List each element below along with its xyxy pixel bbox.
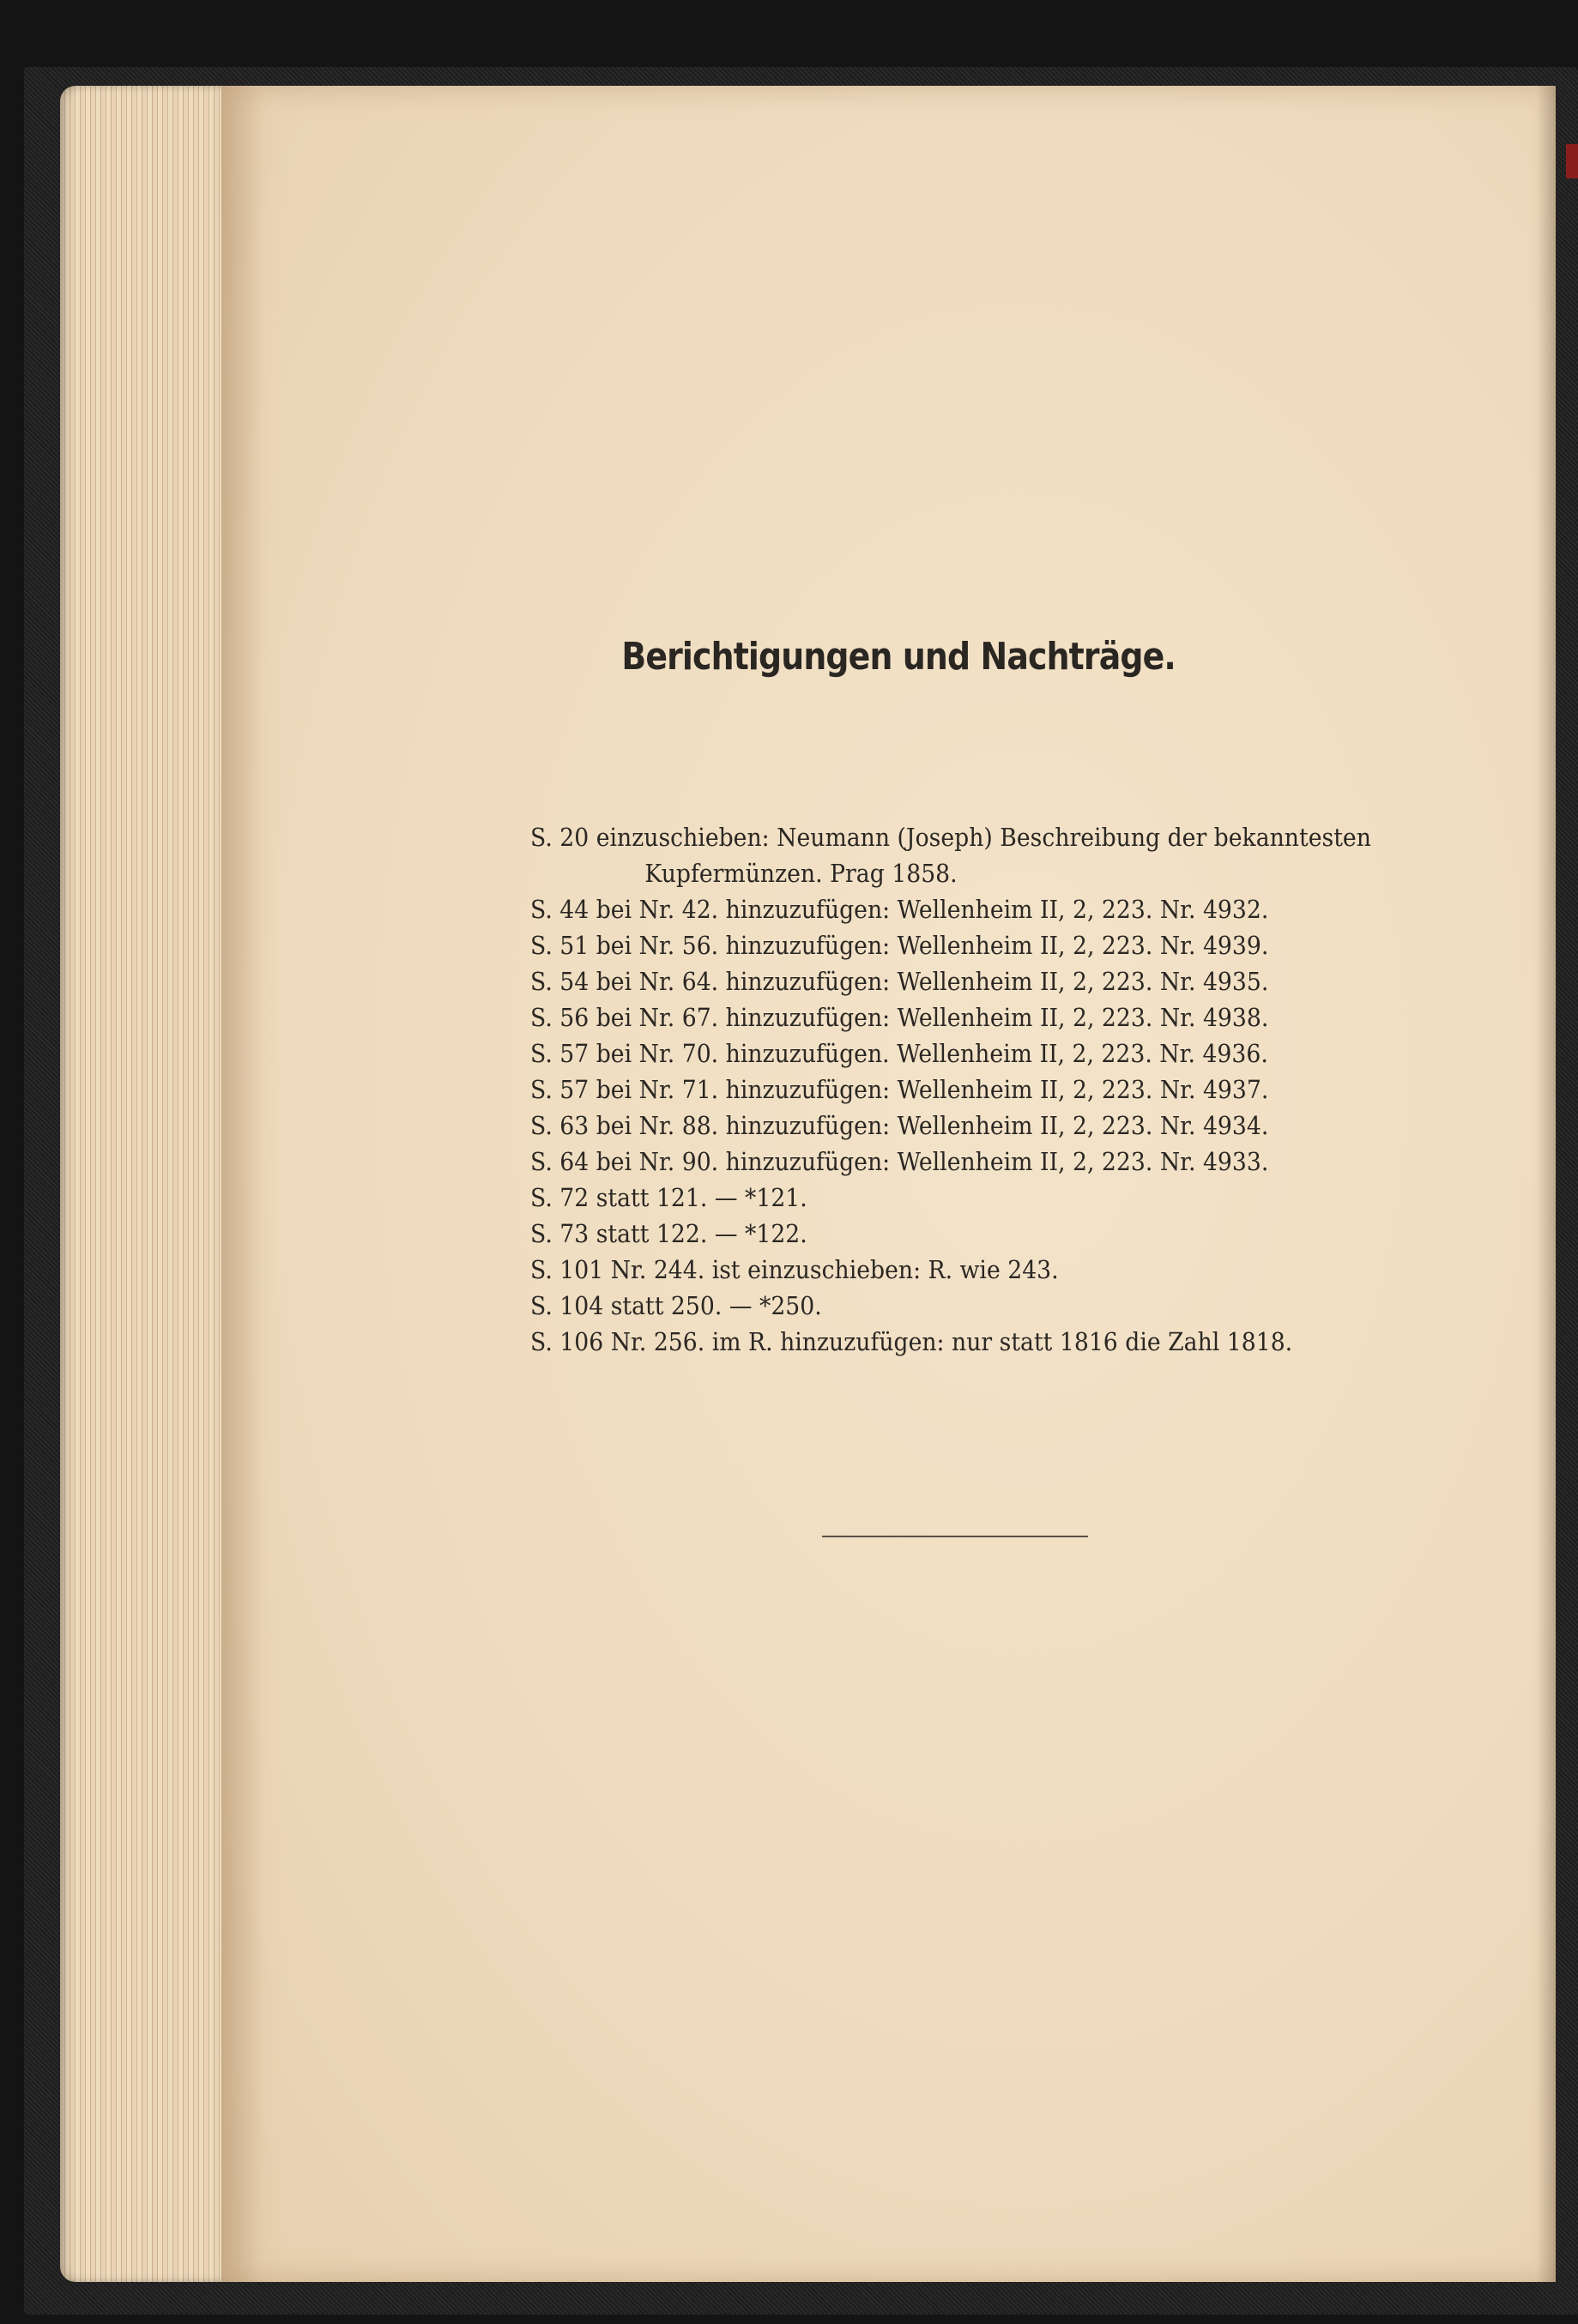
errata-entry: S. 44 bei Nr. 42. hinzuzufügen: Wellenheim II, 2, 223. Nr. 4932. — [530, 895, 1269, 924]
errata-list — [530, 819, 1578, 1360]
errata-entry: S. 54 bei Nr. 64. hinzuzufügen: Wellenheim II, 2, 223. Nr. 4935. — [530, 967, 1269, 996]
closing-rule — [822, 1536, 1088, 1537]
errata-entry: S. 106 Nr. 256. im R. hinzuzufügen: nur statt 1816 die Zahl 1818. — [530, 1327, 1293, 1356]
errata-entry: S. 64 bei Nr. 90. hinzuzufügen: Wellenheim II, 2, 223. Nr. 4933. — [530, 1147, 1269, 1176]
errata-entry: S. 72 statt 121. — *121. — [530, 1183, 807, 1212]
errata-entry: S. 56 bei Nr. 67. hinzuzufügen: Wellenheim II, 2, 223. Nr. 4938. — [530, 1003, 1269, 1032]
errata-entry: S. 101 Nr. 244. ist einzuschieben: R. wie 243. — [530, 1255, 1059, 1284]
errata-entry: S. 20 einzuschieben: Neumann (Joseph) Beschreibung der bekanntesten — [530, 823, 1371, 852]
book-page — [221, 86, 1556, 2282]
errata-entry: S. 57 bei Nr. 70. hinzuzufügen. Wellenheim II, 2, 223. Nr. 4936. — [530, 1039, 1268, 1068]
page-edges — [60, 86, 223, 2282]
errata-entry: S. 51 bei Nr. 56. hinzuzufügen: Wellenheim II, 2, 223. Nr. 4939. — [530, 931, 1269, 960]
cover-bookmark — [1566, 144, 1578, 178]
errata-entry: S. 63 bei Nr. 88. hinzuzufügen: Wellenheim II, 2, 223. Nr. 4934. — [530, 1111, 1269, 1140]
gutter-shadow — [221, 86, 263, 2282]
errata-entry: S. 57 bei Nr. 71. hinzuzufügen: Wellenheim II, 2, 223. Nr. 4937. — [530, 1075, 1269, 1104]
errata-entry: S. 104 statt 250. — *250. — [530, 1291, 822, 1320]
page-heading: Berichtigungen und Nachträge. — [621, 635, 1176, 679]
errata-entry-continuation: Kupfermünzen. Prag 1858. — [644, 859, 958, 888]
errata-entry: S. 73 statt 122. — *122. — [530, 1219, 807, 1248]
